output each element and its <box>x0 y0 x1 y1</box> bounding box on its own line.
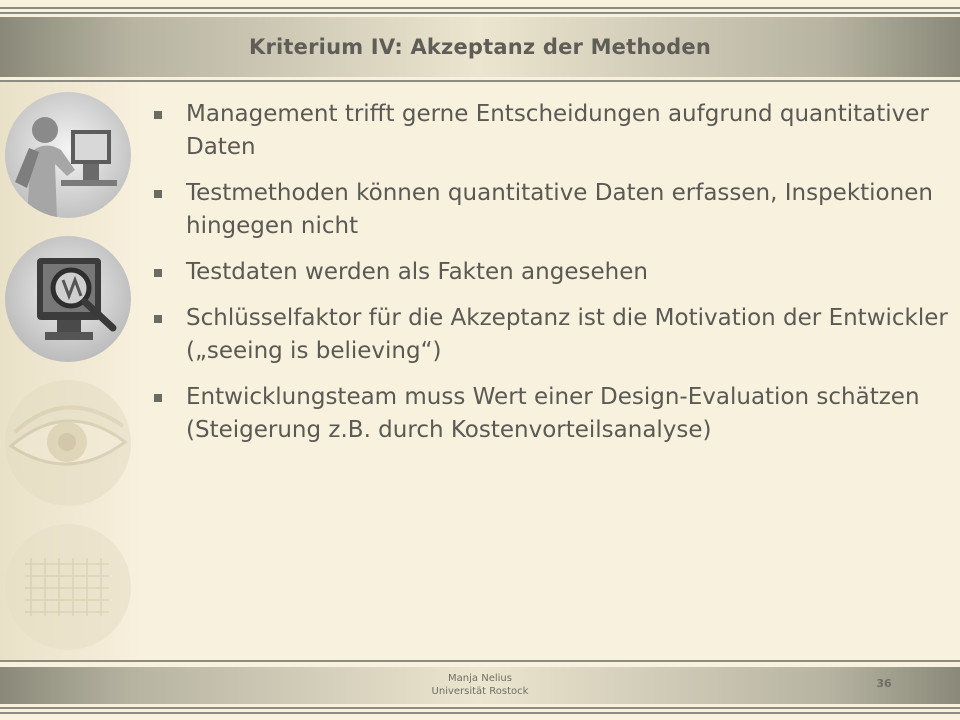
author-institution: Universität Rostock <box>431 686 529 697</box>
bullet-item <box>150 256 950 289</box>
footer-rule <box>0 660 960 662</box>
monitor-magnifier-image <box>5 236 131 362</box>
bullet-text: Entwicklungsteam muss Wert einer Design-Evaluation schätzen (Steigerung z.B. durch Kostenvorteilsanalyse) <box>186 384 920 443</box>
top-rule <box>0 7 960 9</box>
bullet-item <box>150 381 950 447</box>
page-number: 36 <box>876 677 892 690</box>
bullet-text: Testmethoden können quantitative Daten erfassen, Inspektionen hingegen nicht <box>186 180 933 239</box>
bottom-rule-2 <box>0 712 960 714</box>
bullet-item <box>150 302 950 368</box>
bullet-item <box>150 98 950 164</box>
bullet-list <box>150 98 950 460</box>
footer-author <box>380 672 580 698</box>
bullet-marker-icon <box>154 394 162 402</box>
bullet-marker-icon <box>154 269 162 277</box>
bullet-marker-icon <box>154 190 162 198</box>
bullet-text: Testdaten werden als Fakten angesehen <box>186 259 648 285</box>
person-at-computer-image <box>5 92 131 218</box>
bottom-rule <box>0 707 960 709</box>
top-rule-2 <box>0 12 960 14</box>
eye-image <box>5 380 131 506</box>
data-grid-image <box>5 524 131 650</box>
bullet-marker-icon <box>154 111 162 119</box>
bullet-item <box>150 177 950 243</box>
bullet-text: Schlüsselfaktor für die Akzeptanz ist die Motivation der Entwickler („seeing is believing“) <box>186 305 948 364</box>
slide-title: Kriterium IV: Akzeptanz der Methoden <box>249 35 711 59</box>
bullet-text: Management trifft gerne Entscheidungen aufgrund quantitativer Daten <box>186 101 929 160</box>
header-underline <box>0 80 960 82</box>
bullet-marker-icon <box>154 315 162 323</box>
author-name: Manja Nelius <box>448 673 512 684</box>
